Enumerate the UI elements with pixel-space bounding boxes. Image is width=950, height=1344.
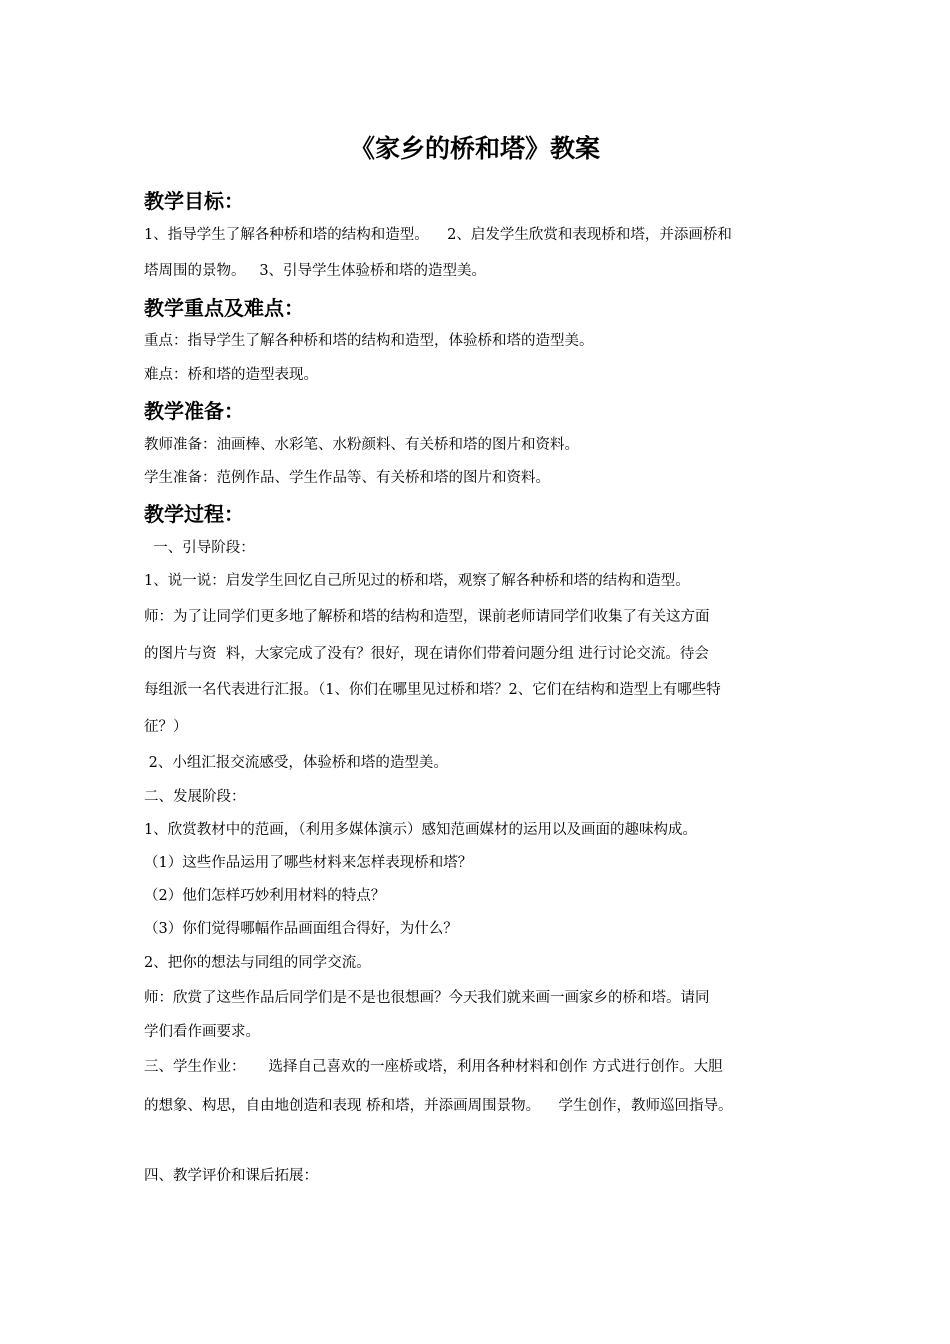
paragraph-line: 1、说一说：启发学生回忆自己所见过的桥和塔，观察了解各种桥和塔的结构和造型。 [144, 573, 690, 589]
paragraph-line: 2、小组汇报交流感受，体验桥和塔的造型美。 [144, 755, 448, 771]
paragraph-line: 四、教学评价和课后拓展： [144, 1168, 318, 1184]
paragraph-line: 2、把你的想法与同组的同学交流。 [144, 955, 371, 971]
paragraph-line: 的想象、构思，自由地创造和表现 桥和塔，并添画周围景物。 学生创作，教师巡回指导。 [144, 1098, 733, 1114]
paragraph-line: 二、发展阶段： [144, 789, 246, 805]
paragraph-line: 一、引导阶段： [144, 540, 255, 556]
section-heading-objectives: 教学目标： [144, 189, 244, 213]
section-heading-preparation: 教学准备： [144, 399, 244, 423]
paragraph-line: 1、指导学生了解各种桥和塔的结构和造型。 2、启发学生欣赏和表现桥和塔，并添画桥和 [144, 227, 732, 243]
paragraph-line: 难点：桥和塔的造型表现。 [144, 367, 318, 383]
paragraph-line: 征？） [144, 719, 188, 735]
paragraph-line: 师：欣赏了这些作品后同学们是不是也很想画？今天我们就来画一画家乡的桥和塔。请同 [144, 990, 710, 1006]
paragraph-line: 重点：指导学生了解各种桥和塔的结构和造型，体验桥和塔的造型美。 [144, 333, 594, 349]
paragraph-line: 的图片与资 料，大家完成了没有？很好，现在请你们带着问题分组 进行讨论交流。待会 [144, 646, 709, 662]
paragraph-line: （1）这些作品运用了哪些材料来怎样表现桥和塔？ [144, 855, 473, 871]
paragraph-line: 学生准备：范例作品、学生作品等、有关桥和塔的图片和资料。 [144, 470, 550, 486]
paragraph-line: 师：为了让同学们更多地了解桥和塔的结构和造型，课前老师请同学们收集了有关这方面 [144, 609, 710, 625]
paragraph-line: 每组派一名代表进行汇报。（1、你们在哪里见过桥和塔？2、它们在结构和造型上有哪些特 [144, 682, 721, 698]
section-heading-key-points: 教学重点及难点： [144, 296, 304, 320]
paragraph-line: 1、欣赏教材中的范画，（利用多媒体演示）感知范画媒材的运用以及画面的趣味构成。 [144, 822, 697, 838]
paragraph-line: 教师准备：油画棒、水彩笔、水粉颜料、有关桥和塔的图片和资料。 [144, 437, 579, 453]
paragraph-line: 三、学生作业： 选择自己喜欢的一座桥或塔，利用各种材料和创作 方式进行创作。大胆 [144, 1059, 723, 1075]
paragraph-line: 塔周围的景物。 3、引导学生体验桥和塔的造型美。 [144, 263, 487, 279]
paragraph-line: （3）你们觉得哪幅作品画面组合得好，为什么？ [144, 921, 458, 937]
paragraph-line: 学们看作画要求。 [144, 1024, 260, 1040]
paragraph-line: （2）他们怎样巧妙利用材料的特点？ [144, 888, 386, 904]
document-title: 《家乡的桥和塔》教案 [349, 134, 600, 163]
section-heading-process: 教学过程： [144, 502, 244, 526]
